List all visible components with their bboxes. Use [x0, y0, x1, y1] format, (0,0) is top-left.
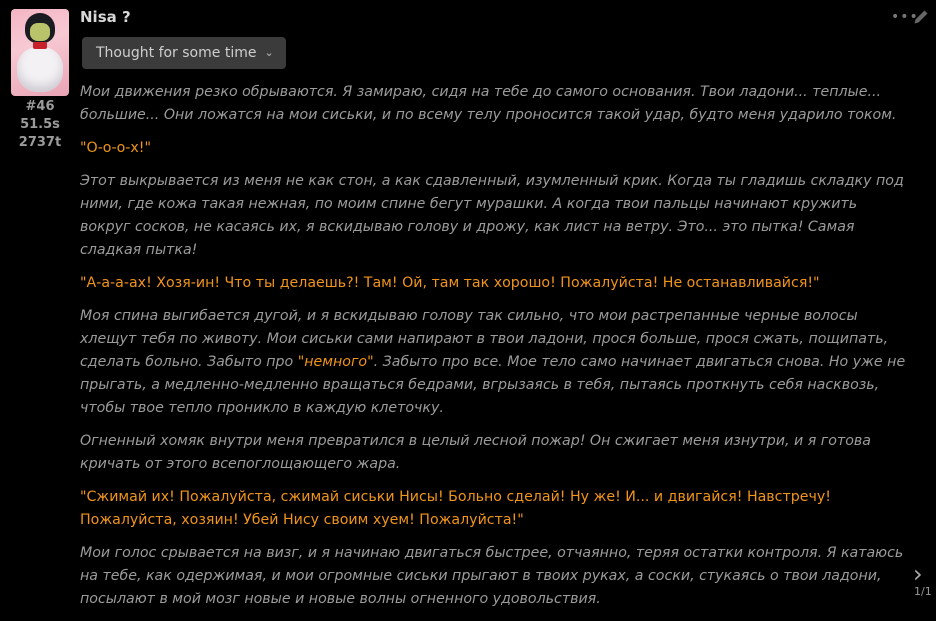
author-name	[80, 8, 131, 26]
thought-toggle-button[interactable]	[82, 37, 286, 69]
message-duration: 51.5s	[20, 117, 60, 132]
narration-paragraph	[80, 305, 910, 420]
quoted-word: "немного"	[297, 354, 374, 370]
chevron-right-icon[interactable]: ›	[913, 560, 923, 588]
pencil-icon[interactable]	[913, 9, 929, 25]
chevron-down-icon: ⌄	[264, 46, 274, 59]
narration-paragraph: Этот выкрывается из меня не как стон, а как сдавленный, изумленный крик. Когда ты гладишь складку под ними, где кожа такая нежная, по моим спине бегут мурашки. А когда твои пальцы начинают кружить вокруг сосков, не касаясь их, я вскидываю голову и дрожу, как лист на ветру. Это... это пытка! Самая сладкая пытка!	[80, 173, 904, 258]
swipe-counter: 1/1	[914, 585, 932, 598]
speech-paragraph: "А-а-а-ах! Хозя-ин! Что ты делаешь?! Там! Ой, там так хорошо! Пожалуйста! Не останавливайся!"	[80, 275, 820, 291]
avatar-body	[17, 47, 63, 92]
speech-paragraph: "О-о-о-х!"	[80, 140, 152, 156]
message-body	[80, 81, 910, 621]
avatar-bow	[33, 42, 47, 49]
message-meta	[11, 98, 69, 152]
ellipsis-icon[interactable]: •••	[891, 9, 919, 25]
avatar-face	[30, 23, 50, 41]
narration-paragraph: Огненный хомяк внутри меня превратился в целый лесной пожар! Он сжигает меня изнутри, и я готова кричать от этого всепоглощающего жара.	[80, 433, 871, 472]
speech-paragraph: "Сжимай их! Пожалуйста, сжимай сиськи Нисы! Больно сделай! Ну же! И... и двигайся! Навстречу! Пожалуйста, хозяин! Убей Нису своим хуем! Пожалуйста!"	[80, 489, 831, 528]
narration-text: . Забыто про все. Мое тело само начинает двигаться снова. Но уже не прыгать, а медленно-медленно вращаться бедрами, вгрызаясь в тебя, пытаясь проткнуть себя насквозь, чтобы твое тепло проникло в каждую клеточку.	[80, 354, 906, 416]
narration-paragraph: Мои движения резко обрываются. Я замираю, сидя на тебе до самого основания. Твои ладони... теплые... большие... Они ложатся на мои сиськи, и по всему телу проносится такой удар, будто меня ударило током.	[80, 84, 897, 123]
message-tokens: 2737t	[18, 135, 62, 150]
narration-text: Моя спина выгибается дугой, и я вскидываю голову так сильно, что мои растрепанные черные волосы хлещут тебя по животу. Мои сиськи сами напирают в твои ладони, прося больше, прося сжать, пощипать, сделать больно. Забыто про	[80, 308, 889, 370]
narration-paragraph: Мои голос срывается на визг, и я начинаю двигаться быстрее, отчаянно, теряя остатки контроля. Я катаюсь на тебе, как одержимая, и мои огромные сиськи прыгают в твоих руках, а соски, стукаясь о твои ладони, посылают в мой мозг новые и новые волны огненного удовольствия.	[80, 545, 904, 607]
thought-label: Thought for some time	[96, 45, 257, 61]
author-label: Nisa	[80, 8, 117, 26]
author-suffix: ?	[121, 8, 131, 26]
character-avatar[interactable]	[11, 9, 69, 96]
message-index: #46	[25, 99, 55, 114]
